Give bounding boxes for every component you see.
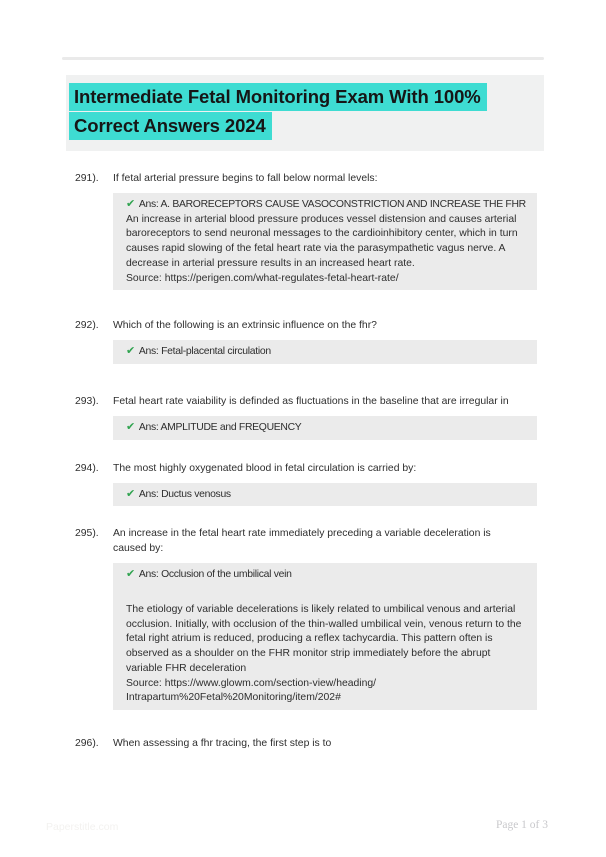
question-item xyxy=(75,461,606,507)
question-number: 292). xyxy=(75,320,99,332)
question-text: When assessing a fhr tracing, the first step is to xyxy=(113,737,332,749)
question-number: 296). xyxy=(75,737,99,749)
document-page xyxy=(0,57,606,833)
answer-detail: An increase in arterial blood pressure produces vessel distension and causes arterial baroreceptors to send neuronal messages to the cardioinhibitory center, which in turn causes rapid slowing of the fetal heart rate via the parasympathetic vagus nerve. A decrease in arterial pressure results in an increased heart rate. xyxy=(126,213,518,269)
question-number: 295). xyxy=(75,528,99,540)
answer-detail: Intrapartum%20Fetal%20Monitoring/item/202# xyxy=(126,692,341,704)
answer-detail: The etiology of variable decelerations is likely related to umbilical venous and arterial occlusion. Initially, with occlusion of the thin-walled umbilical vein, venous return to the fetal right atrium is reduced, producing a reflex tachycardia. This pattern often is observed as a shoulder on the FHR monitor strip immediately before the abrupt variable FHR deceleration xyxy=(126,604,522,674)
answer-line xyxy=(126,344,529,360)
watermark-text: Paperstitle.com xyxy=(46,821,119,833)
answer-detail: Source: https://perigen.com/what-regulates-fetal-heart-rate/ xyxy=(126,272,399,284)
question-main xyxy=(113,526,540,710)
answer-line xyxy=(126,420,529,436)
question-list xyxy=(0,171,606,751)
answer-text: Ans: Occlusion of the umbilical vein xyxy=(138,569,292,581)
title-line-1: Intermediate Fetal Monitoring Exam With 100% xyxy=(69,83,487,111)
question-main xyxy=(113,171,540,290)
answer-box xyxy=(113,563,537,710)
question-text: Which of the following is an extrinsic influence on the fhr? xyxy=(113,320,377,332)
answer-box xyxy=(113,193,537,290)
answer-detail: Source: https://www.glowm.com/section-view/heading/ xyxy=(126,677,377,689)
check-icon: ✔ xyxy=(126,344,135,358)
question-text: If fetal arterial pressure begins to fall below normal levels: xyxy=(113,173,378,184)
question-item xyxy=(75,394,606,440)
page-title xyxy=(69,83,536,141)
question-main xyxy=(113,318,540,364)
question-number: 293). xyxy=(75,395,99,407)
question-item xyxy=(75,318,606,364)
answer-text: Ans: Fetal-placental circulation xyxy=(138,346,271,358)
answer-line xyxy=(126,197,529,213)
question-text: Fetal heart rate vaiability is definded as fluctuations in the baseline that are irregular in xyxy=(113,395,509,407)
question-text: An increase in the fetal heart rate immediately preceding a variable deceleration is caused by: xyxy=(113,528,491,555)
answer-text: Ans: A. BARORECEPTORS CAUSE VASOCONSTRICTION AND INCREASE THE FHR xyxy=(138,199,526,210)
check-icon: ✔ xyxy=(126,419,135,433)
question-main xyxy=(113,394,540,440)
title-block xyxy=(66,75,544,151)
title-line-2: Correct Answers 2024 xyxy=(69,112,272,140)
question-item xyxy=(75,171,606,290)
question-number: 291). xyxy=(75,173,99,184)
question-number: 294). xyxy=(75,462,99,474)
question-main xyxy=(113,736,540,751)
question-main xyxy=(113,461,540,507)
answer-box xyxy=(113,416,537,440)
answer-text: Ans: AMPLITUDE and FREQUENCY xyxy=(138,421,302,433)
answer-box xyxy=(113,340,537,364)
header-divider xyxy=(62,57,544,60)
answer-line xyxy=(126,487,529,503)
question-text: The most highly oxygenated blood in fetal circulation is carried by: xyxy=(113,462,417,474)
answer-line xyxy=(126,567,529,583)
page-number: Page 1 of 3 xyxy=(495,819,548,831)
check-icon: ✔ xyxy=(126,567,135,581)
answer-text: Ans: Ductus venosus xyxy=(138,488,231,500)
answer-box xyxy=(113,483,537,507)
question-item xyxy=(75,736,606,751)
check-icon: ✔ xyxy=(126,486,135,500)
question-item xyxy=(75,526,606,710)
check-icon: ✔ xyxy=(126,197,135,210)
answer-spacer xyxy=(126,583,529,603)
